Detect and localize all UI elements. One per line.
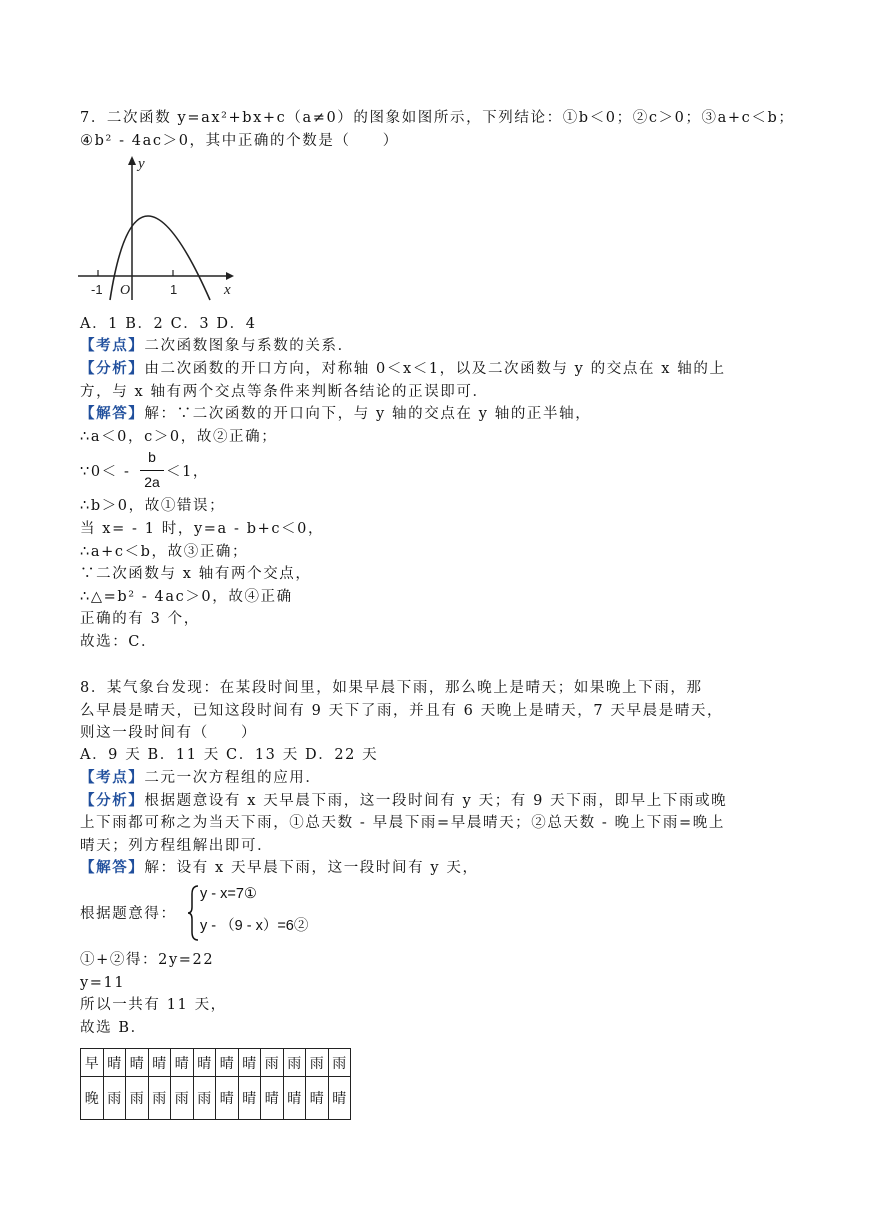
q8-jieda-text1: 解：设有 x 天早晨下雨，这一段时间有 y 天，	[144, 860, 479, 876]
table-cell: 晴	[238, 1077, 261, 1120]
table-cell: 早	[81, 1049, 104, 1077]
weather-row-morning	[81, 1049, 351, 1077]
table-cell: 晴	[216, 1077, 239, 1120]
q7-fenxi-tag: 【分析】	[80, 360, 145, 377]
table-cell: 雨	[126, 1077, 149, 1120]
q8-kaodian-tag: 【考点】	[80, 769, 145, 786]
table-cell: 晴	[171, 1049, 194, 1077]
q7-jieda-tag: 【解答】	[80, 405, 145, 422]
x-axis-label: x	[224, 282, 231, 298]
q8-system-brace	[188, 884, 200, 942]
q8-stem-line3: 则这一段时间有（ ）	[80, 725, 258, 741]
table-cell: 晴	[306, 1077, 329, 1120]
q8-kaodian-text: 二元一次方程组的应用．	[144, 770, 322, 786]
y-axis-arrow	[128, 156, 136, 165]
q7-options: A．1 B．2 C．3 D．4	[80, 316, 257, 332]
origin-label: O	[120, 283, 131, 298]
q7-kaodian-tag: 【考点】	[80, 337, 145, 354]
q7-step2-numerator: b	[148, 449, 156, 465]
weather-row-evening	[81, 1077, 351, 1120]
q7-jieda-line1	[80, 404, 591, 424]
table-cell: 晴	[238, 1049, 261, 1077]
q7-stem-line1: 7．二次函数 y=ax²+bx+c（a≠0）的图象如图所示，下列结论：①b＜0；②c＞0；③a+c＜b；	[80, 110, 795, 126]
table-cell: 雨	[103, 1077, 126, 1120]
x-axis-arrow	[226, 272, 234, 280]
tick-label-neg1: -1	[91, 282, 103, 297]
tick-label-1: 1	[170, 282, 178, 297]
table-cell: 雨	[148, 1077, 171, 1120]
table-cell: 雨	[283, 1049, 306, 1077]
q8-step2: y=11	[80, 975, 126, 991]
q7-step1: ∴a＜0，c＞0，故②正确；	[80, 429, 278, 445]
q7-fenxi-text1: 由二次函数的开口方向，对称轴 0＜x＜1，以及二次函数与 y 的交点在 x 轴的上	[144, 361, 726, 377]
q7-jieda-text1: 解：∵二次函数的开口向下，与 y 轴的交点在 y 轴的正半轴，	[144, 406, 592, 422]
table-cell: 晴	[328, 1077, 351, 1120]
table-cell: 晚	[81, 1077, 104, 1120]
q8-fenxi-tag: 【分析】	[80, 792, 145, 809]
q8-fenxi-line1	[80, 791, 727, 811]
table-cell: 雨	[171, 1077, 194, 1120]
q8-fenxi-text1: 根据题意设有 x 天早晨下雨，这一段时间有 y 天；有 9 天下雨，即早上下雨或晚	[144, 793, 728, 809]
weather-table	[80, 1048, 351, 1120]
table-cell: 晴	[216, 1049, 239, 1077]
q7-kaodian	[80, 336, 354, 356]
table-cell: 晴	[283, 1077, 306, 1120]
q7-step5: ∴a+c＜b，故③正确；	[80, 544, 249, 560]
table-cell: 晴	[261, 1077, 284, 1120]
q8-stem-line2: 么早晨是晴天，已知这段时间有 9 天下了雨，并且有 6 天晚上是晴天，7 天早晨是晴天，	[80, 703, 724, 719]
q7-step2-fraction-bar	[140, 470, 164, 471]
table-cell: 晴	[148, 1049, 171, 1077]
q8-stem-line1: 8．某气象台发现：在某段时间里，如果早晨下雨，那么晚上是晴天；如果晚上下雨，那	[80, 680, 703, 696]
table-cell: 雨	[328, 1049, 351, 1077]
table-cell: 雨	[306, 1049, 329, 1077]
y-axis-label: y	[138, 156, 145, 172]
q8-step4: 故选 B．	[80, 1020, 147, 1036]
q8-jieda-line1	[80, 858, 479, 878]
q8-equation-1: y - x=7①	[200, 886, 257, 902]
table-cell: 晴	[103, 1049, 126, 1077]
q8-system-prefix: 根据题意得：	[80, 906, 177, 922]
q7-step2-post: ＜1，	[166, 464, 210, 480]
q7-step2-denominator: 2a	[144, 474, 160, 490]
q7-fenxi-line1	[80, 359, 726, 379]
table-cell: 晴	[126, 1049, 149, 1077]
q7-step7: ∴△=b² - 4ac＞0，故④正确	[80, 589, 293, 605]
q7-step8: 正确的有 3 个，	[80, 611, 200, 627]
table-cell: 雨	[261, 1049, 284, 1077]
q7-step9: 故选：C．	[80, 634, 158, 650]
q7-kaodian-text: 二次函数图象与系数的关系．	[144, 338, 354, 354]
q8-kaodian	[80, 768, 322, 788]
q8-fenxi-line2: 上下雨都可称之为当天下雨，①总天数 - 早晨下雨=早晨晴天；②总天数 - 晚上下雨=晚上	[80, 815, 725, 831]
q8-jieda-tag: 【解答】	[80, 859, 145, 876]
q7-fenxi-line2: 方，与 x 轴有两个交点等条件来判断各结论的正误即可．	[80, 384, 489, 400]
q8-fenxi-line3: 晴天；列方程组解出即可．	[80, 838, 274, 854]
q8-step1: ①+②得：2y=22	[80, 952, 215, 968]
q7-step6: ∵二次函数与 x 轴有两个交点，	[80, 566, 312, 582]
q7-stem-line2: ④b² - 4ac＞0，其中正确的个数是（ ）	[80, 133, 399, 149]
q7-step4: 当 x= - 1 时，y=a - b+c＜0，	[80, 521, 325, 537]
q8-step3: 所以一共有 11 天，	[80, 997, 227, 1013]
table-cell: 雨	[193, 1077, 216, 1120]
q7-step3: ∴b＞0，故①错误；	[80, 498, 226, 514]
q8-equation-2: y - （9 - x）=6②	[200, 918, 309, 934]
q7-parabola-graph	[76, 152, 238, 302]
q8-options: A．9 天 B．11 天 C．13 天 D．22 天	[80, 747, 379, 763]
q7-step2-pre: ∵0＜ -	[80, 464, 131, 480]
table-cell: 晴	[193, 1049, 216, 1077]
